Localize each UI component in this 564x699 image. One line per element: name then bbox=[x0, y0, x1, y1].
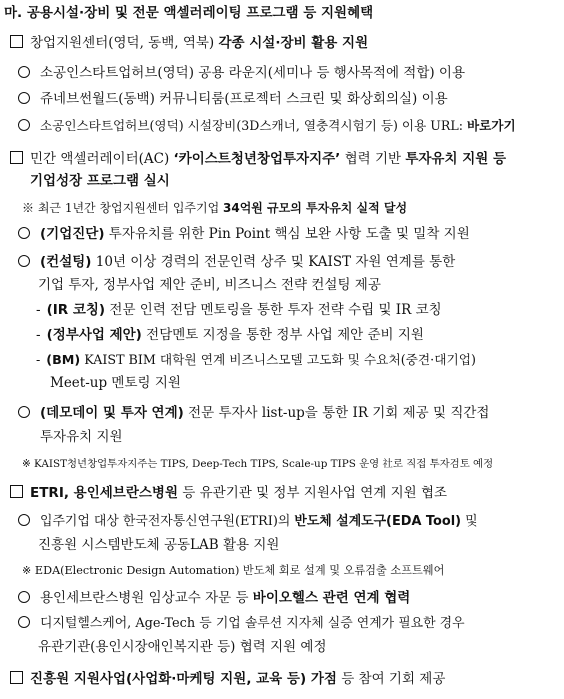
note: ※ 최근 1년간 창업지원센터 입주기업 34억원 규모의 투자유치 실적 달성 bbox=[22, 201, 408, 215]
circle-bullet-icon bbox=[18, 92, 30, 104]
list-item: 소공인스타트업허브(영덕) 공용 라운지(세미나 등 행사목적에 적합) 이용 bbox=[18, 64, 465, 82]
checkbox-square-icon bbox=[10, 671, 23, 684]
checkbox-square-icon bbox=[10, 485, 23, 498]
circle-bullet-icon bbox=[18, 616, 30, 628]
sub-item: - (IR 코칭) 전문 인력 전담 멘토링을 통한 투자 전략 수립 및 IR 코칭 bbox=[36, 302, 442, 318]
circle-bullet-icon bbox=[18, 514, 30, 526]
circle-bullet-icon bbox=[18, 255, 30, 267]
list-item: 쥬네브썬월드(동백) 커뮤니티룸(프로젝터 스크린 및 화상회의실) 이용 bbox=[18, 90, 448, 108]
sub-item: - (BM) KAIST BIM 대학원 연계 비즈니스모델 고도화 및 수요처(중견·대기업) bbox=[36, 352, 476, 367]
list-item: 소공인스타트업허브(영덕) 시설장비(3D스캐너, 열충격시험기 등) 이용 URL: 바로가기 bbox=[18, 117, 516, 135]
circle-bullet-icon bbox=[18, 227, 30, 239]
list-item-continuation: 기업 투자, 정부사업 제안 준비, 비즈니스 전략 컨설팅 제공 bbox=[38, 277, 381, 293]
block2-header: 민간 액셀러레이터(AC) ‘카이스트청년창업투자지주’ 협력 기반 투자유치 지원 등 bbox=[10, 150, 506, 168]
note: ※ EDA(Electronic Design Automation) 반도체 회로 설계 및 오류검출 소프트웨어 bbox=[22, 564, 445, 577]
block1-header: 창업지원센터(영덕, 동백, 역북) 각종 시설·장비 활용 지원 bbox=[10, 34, 368, 52]
list-item-continuation: 진흥원 시스템반도체 공동LAB 활용 지원 bbox=[38, 537, 280, 553]
sub-item: - (정부사업 제안) 전담멘토 지정을 통한 정부 사업 제안 준비 지원 bbox=[36, 327, 424, 343]
list-item: (기업진단) 투자유치를 위한 Pin Point 핵심 보완 사항 도출 및 밀착 지원 bbox=[18, 225, 470, 243]
sub-item-continuation: Meet-up 멘토링 지원 bbox=[50, 375, 181, 391]
circle-bullet-icon bbox=[18, 66, 30, 78]
block2-header-line2: 기업성장 프로그램 실시 bbox=[30, 173, 170, 189]
list-item: 디지털헬스케어, Age-Tech 등 기업 솔루션 지자체 실증 연계가 필요한 경우 bbox=[18, 615, 465, 633]
link-shortcut[interactable]: 바로가기 bbox=[466, 118, 516, 133]
circle-bullet-icon bbox=[18, 406, 30, 418]
circle-bullet-icon bbox=[18, 591, 30, 603]
checkbox-square-icon bbox=[10, 35, 23, 48]
block3-header: ETRI, 용인세브란스병원 등 유관기관 및 정부 지원사업 연계 지원 협조 bbox=[10, 484, 447, 502]
block4-header: 진흥원 지원사업(사업화·마케팅 지원, 교육 등) 가점 등 참여 기회 제공 bbox=[10, 670, 445, 688]
list-item: 용인세브란스병원 임상교수 자문 등 바이오헬스 관련 연계 협력 bbox=[18, 589, 410, 607]
checkbox-square-icon bbox=[10, 151, 23, 164]
list-item-continuation: 유관기관(용인시장애인복지관 등) 협력 지원 예정 bbox=[38, 639, 327, 655]
section-title: 마. 공용시설·장비 및 전문 액셀러레이팅 프로그램 등 지원혜택 bbox=[4, 5, 374, 21]
note: ※ KAIST청년창업투자지주는 TIPS, Deep-Tech TIPS, Scale-up TIPS 운영 社로 직접 투자검토 예정 bbox=[22, 458, 494, 470]
list-item: 입주기업 대상 한국전자통신연구원(ETRI)의 반도체 설계도구(EDA Tool) 및 bbox=[18, 513, 478, 531]
circle-bullet-icon bbox=[18, 119, 30, 131]
list-item-continuation: 투자유치 지원 bbox=[40, 429, 123, 445]
list-item: (컨설팅) 10년 이상 경력의 전문인력 상주 및 KAIST 자원 연계를 통한 bbox=[18, 253, 455, 271]
list-item: (데모데이 및 투자 연계) 전문 투자사 list-up을 통한 IR 기회 제공 및 직간접 bbox=[18, 404, 489, 422]
